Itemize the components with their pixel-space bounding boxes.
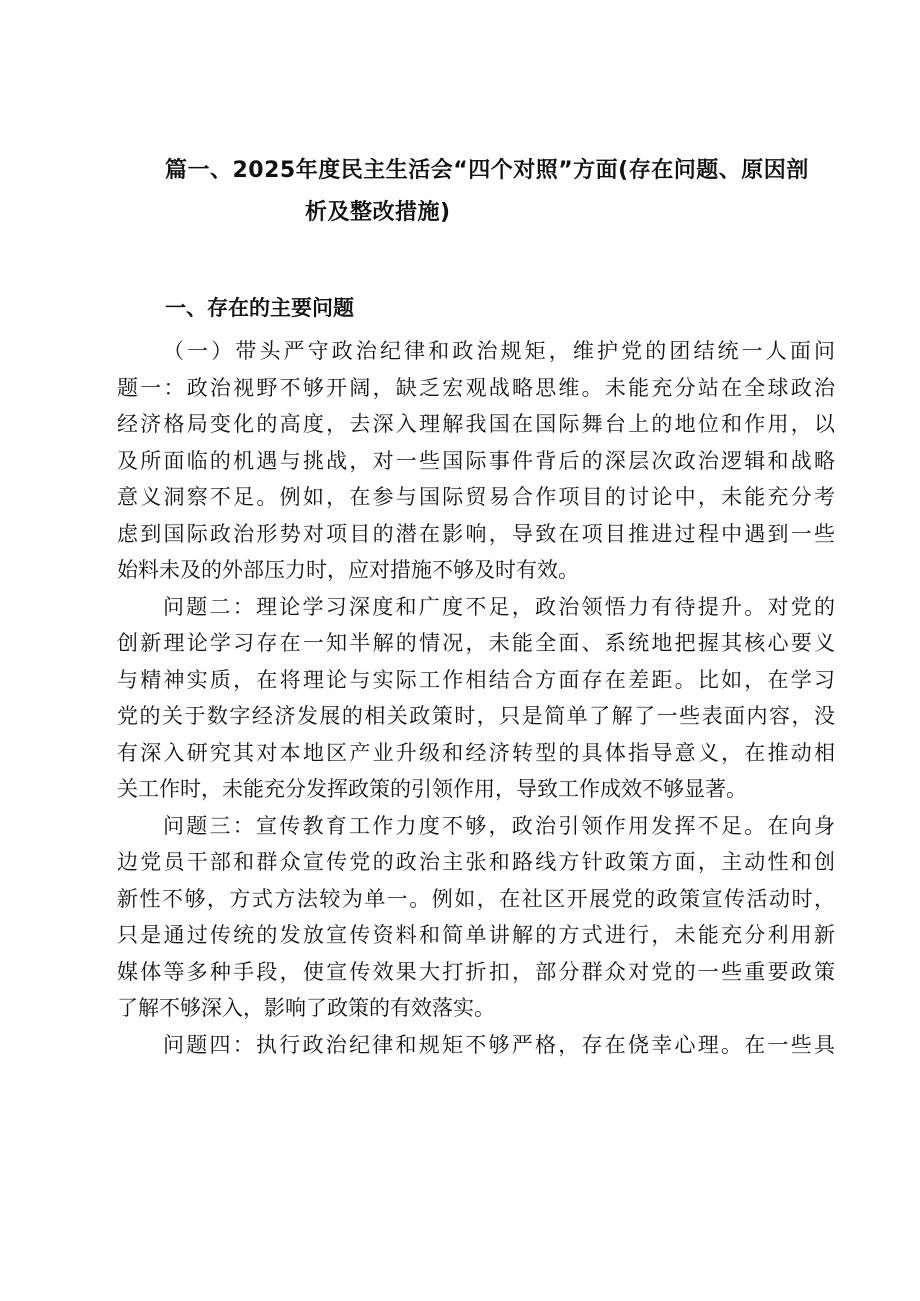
section-heading: 一、存在的主要问题 — [165, 296, 354, 320]
paragraph-line: 问题四：执行政治纪律和规矩不够严格，存在侥幸心理。在一些具 — [163, 1032, 835, 1057]
paragraph-line: 题一：政治视野不够开阔，缺乏宏观战略思维。未能充分站在全球政治 — [117, 375, 835, 400]
paragraph-line: 只是通过传统的发放宣传资料和简单讲解的方式进行，未能充分利用新 — [117, 923, 835, 947]
paragraph-line: 党的关于数字经济发展的相关政策时，只是简单了解了一些表面内容，没 — [117, 704, 835, 728]
paragraph-line: 有深入研究其对本地区产业升级和经济转型的具体指导意义，在推动相 — [117, 740, 835, 765]
paragraph-line: 关工作时，未能充分发挥政策的引领作用，导致工作成效不够显著。 — [117, 777, 747, 801]
paragraph-line: 媒体等多种手段，使宣传效果大打折扣，部分群众对党的一些重要政策 — [117, 959, 835, 984]
document-body — [117, 333, 835, 1063]
paragraph-line: 始料未及的外部压力时，应对措施不够及时有效。 — [117, 558, 579, 582]
title-line-1: 篇一、2025年度民主生活会“四个对照”方面(存在问题、原因剖 — [165, 158, 809, 183]
document-title — [150, 150, 850, 234]
paragraph-line: 及所面临的机遇与挑战，对一些国际事件背后的深层次政治逻辑和战略 — [117, 448, 835, 473]
paragraph-line: 经济格局变化的高度，去深入理解我国在国际舞台上的地位和作用，以 — [117, 412, 835, 436]
paragraph-line: 边党员干部和群众宣传党的政治主张和路线方针政策方面，主动性和创 — [117, 850, 835, 874]
paragraph-line: 问题二：理论学习深度和广度不足，政治领悟力有待提升。对党的 — [163, 594, 835, 619]
paragraph-line: 创新理论学习存在一知半解的情况，未能全面、系统地把握其核心要义 — [117, 631, 835, 655]
paragraph-line: 虑到国际政治形势对项目的潜在影响，导致在项目推进过程中遇到一些 — [117, 521, 835, 546]
title-line-2: 析及整改措施) — [305, 200, 451, 225]
paragraph-line: （一）带头严守政治纪律和政治规矩，维护党的团结统一人面问 — [163, 339, 835, 363]
paragraph-line: 意义洞察不足。例如，在参与国际贸易合作项目的讨论中，未能充分考 — [117, 485, 835, 509]
paragraph-line: 了解不够深入，影响了政策的有效落实。 — [117, 996, 495, 1020]
paragraph-line: 问题三：宣传教育工作力度不够，政治引领作用发挥不足。在向身 — [163, 813, 835, 838]
paragraph-line: 新性不够，方式方法较为单一。例如，在社区开展党的政策宣传活动时， — [117, 886, 835, 911]
paragraph-line: 与精神实质，在将理论与实际工作相结合方面存在差距。比如，在学习 — [117, 667, 835, 692]
